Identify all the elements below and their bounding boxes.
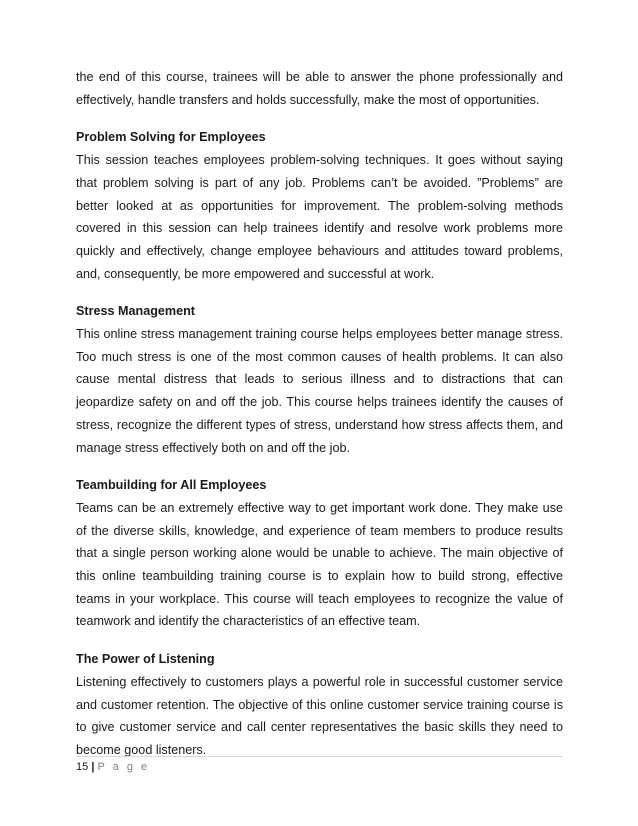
section-power-of-listening (76, 648, 563, 762)
intro-paragraph: the end of this course, trainees will be able to answer the phone professionally and effectively, handle transfers and holds successfully, make the most of opportunities. (76, 70, 563, 107)
document-page (76, 66, 563, 762)
section-body: Listening effectively to customers plays a powerful role in successful customer service and customer retention. The objective of this online customer service training course is to give customer service and call center representatives the basic skills they need to become good listeners. (76, 674, 563, 757)
section-stress-management (76, 300, 563, 459)
section-heading: Problem Solving for Employees (76, 130, 266, 145)
section-heading: Stress Management (76, 304, 195, 319)
page-footer (76, 760, 150, 774)
section-body: This online stress management training course helps employees better manage stress. Too much stress is one of the most common causes of health problems. It can also cause mental distress that leads to serious illness and to distractions that can jeopardize safety on and off the job. This course helps trainees identify the causes of stress, recognize the different types of stress, understand how stress affects them, and manage stress effectively both on and off the job. (76, 327, 563, 455)
page-separator: | (91, 761, 95, 773)
section-heading: The Power of Listening (76, 652, 215, 667)
page-number: 15 (76, 761, 89, 773)
section-teambuilding (76, 474, 563, 633)
section-body: This session teaches employees problem-solving techniques. It goes without saying that problem solving is part of any job. Problems can’t be avoided. ”Problems” are better looked at as opportunities for improvement. The problem-solving methods covered in this session can help trainees identify and resolve work problems more quickly and effectively, change employee behaviours and attitudes toward problems, and, consequently, be more empowered and successful at work. (76, 153, 563, 281)
section-body: Teams can be an extremely effective way to get important work done. They make use of the diverse skills, knowledge, and experience of team members to produce results that a single person working alone would be unable to achieve. The main objective of this online teambuilding training course is to explain how to build strong, effective teams in your workplace. This course will teach employees to recognize the value of teamwork and identify the characteristics of an effective team. (76, 500, 563, 629)
page-label: P a g e (97, 761, 150, 773)
footer-rule (76, 756, 563, 757)
section-problem-solving (76, 126, 563, 285)
section-heading: Teambuilding for All Employees (76, 478, 267, 493)
